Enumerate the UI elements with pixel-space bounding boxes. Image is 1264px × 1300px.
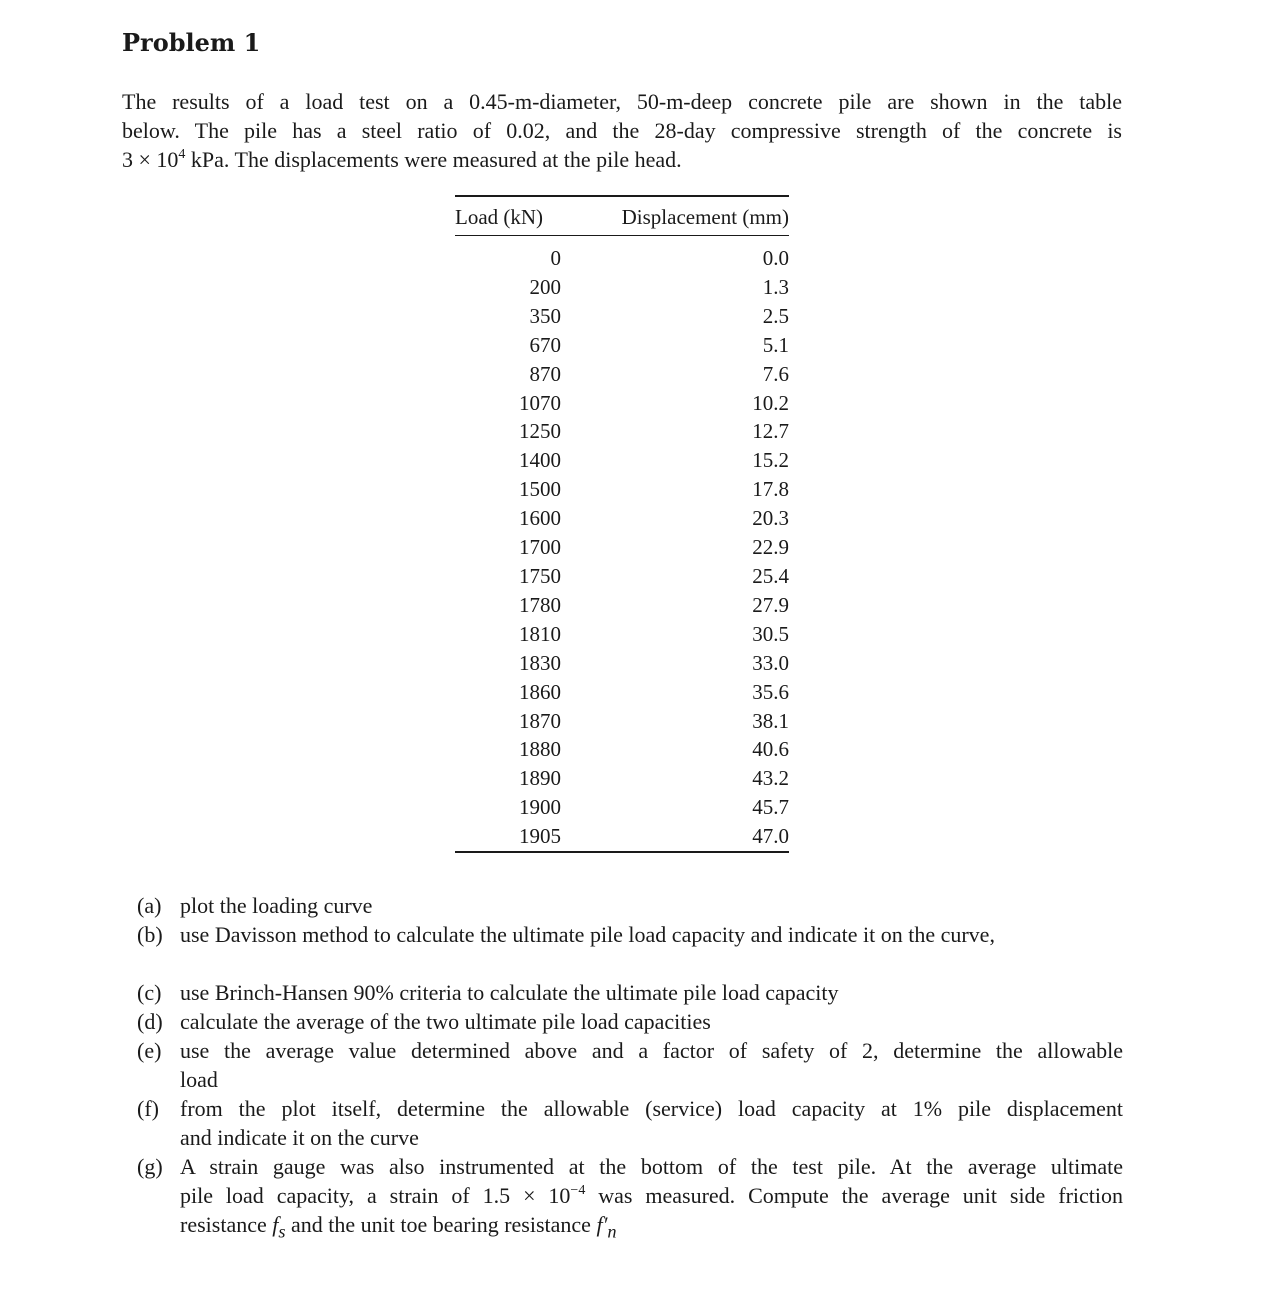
load-cell: 1750: [519, 563, 561, 588]
question-c: [137, 978, 1123, 1007]
question-d: [137, 1007, 1123, 1036]
fs-letter: f: [272, 1212, 279, 1237]
question-text: plot the loading curve: [180, 893, 373, 918]
table-row: [455, 735, 789, 764]
load-cell: 1880: [519, 737, 561, 762]
question-text: use Davisson method to calculate the ultimate pile load capacity and indicate it on the curve,: [180, 922, 995, 947]
fn-symbol: [596, 1212, 617, 1242]
displacement-cell: 30.5: [752, 621, 789, 646]
table-row: [455, 302, 789, 331]
blank-line: [137, 949, 1123, 978]
question-label: (g): [137, 1154, 163, 1179]
load-cell: 1070: [519, 390, 561, 415]
load-test-table-container: [455, 195, 789, 853]
question-text: [180, 1094, 1123, 1152]
question-text-line: [180, 1210, 1123, 1246]
question-g: [137, 1152, 1123, 1246]
table-header-row: [455, 196, 789, 236]
displacement-cell: 35.6: [752, 679, 789, 704]
table-row: [455, 764, 789, 793]
question-text: calculate the average of the two ultimate pile load capacities: [180, 1009, 711, 1034]
table-row: [455, 389, 789, 418]
table-row: [455, 822, 789, 852]
table-row: [455, 475, 789, 504]
strength-base: 3 × 10: [122, 147, 179, 172]
question-text-line: use the average value determined above and a factor of safety of 2, determine the allowable: [180, 1038, 1123, 1063]
fn-letter: f: [596, 1212, 603, 1237]
displacement-cell: 12.7: [752, 419, 789, 444]
resistance-text-mid: and the unit toe bearing resistance: [285, 1212, 597, 1237]
displacement-cell: 38.1: [752, 708, 789, 733]
load-cell: 870: [529, 361, 561, 386]
question-label: (d): [137, 1009, 163, 1034]
fs-subscript: s: [278, 1221, 286, 1242]
table-row: [455, 591, 789, 620]
displacement-cell: 40.6: [752, 737, 789, 762]
table-row: [455, 417, 789, 446]
table-row: [455, 562, 789, 591]
question-text-line: A strain gauge was also instrumented at the bottom of the test pile. At the average ultimate: [180, 1154, 1123, 1179]
load-cell: 1700: [519, 535, 561, 560]
displacement-cell: 15.2: [752, 448, 789, 473]
question-list: [137, 891, 1123, 1246]
table-body: [455, 236, 789, 853]
column-header-displacement: Displacement (mm): [573, 196, 789, 236]
displacement-cell: 45.7: [752, 795, 789, 820]
problem-title: Problem 1: [122, 28, 261, 57]
displacement-cell: 1.3: [762, 274, 789, 299]
table-row: [455, 793, 789, 822]
table-row: [455, 446, 789, 475]
displacement-cell: 0.0: [762, 246, 789, 270]
load-cell: 1600: [519, 506, 561, 531]
displacement-cell: 10.2: [752, 390, 789, 415]
displacement-cell: 22.9: [752, 535, 789, 560]
displacement-cell: 33.0: [752, 650, 789, 675]
question-text-line: and indicate it on the curve: [180, 1125, 419, 1150]
table-row: [455, 620, 789, 649]
strength-exponent: 4: [178, 147, 186, 162]
table-row: [455, 236, 789, 273]
load-cell: 1890: [519, 766, 561, 791]
question-text-line: [180, 1181, 1123, 1210]
load-test-table: [455, 195, 789, 853]
load-cell: 1900: [519, 795, 561, 820]
displacement-cell: 20.3: [752, 506, 789, 531]
problem-statement: [122, 87, 1122, 174]
load-cell: 1860: [519, 679, 561, 704]
question-text: [180, 1036, 1123, 1094]
load-cell: 200: [529, 274, 561, 299]
question-f: [137, 1094, 1123, 1152]
displacement-cell: 17.8: [752, 477, 789, 502]
column-header-load: Load (kN): [455, 196, 573, 236]
displacement-cell: 43.2: [752, 766, 789, 791]
fn-subscript: n: [607, 1221, 617, 1242]
load-cell: 670: [529, 332, 561, 357]
displacement-cell: 25.4: [752, 563, 789, 588]
resistance-text: resistance: [180, 1212, 273, 1237]
displacement-cell: 2.5: [762, 303, 789, 328]
table-row: [455, 707, 789, 736]
displacement-cell: 5.1: [762, 332, 789, 357]
load-cell: 1400: [519, 448, 561, 473]
question-text-line: load: [180, 1067, 218, 1092]
table-row: [455, 504, 789, 533]
displacement-cell: 47.0: [752, 824, 789, 849]
load-cell: 1250: [519, 419, 561, 444]
table-row: [455, 678, 789, 707]
load-cell: 1810: [519, 621, 561, 646]
question-label: (e): [137, 1038, 162, 1063]
displacement-cell: 27.9: [752, 592, 789, 617]
question-text-line: from the plot itself, determine the allowable (service) load capacity at 1% pile displacement: [180, 1096, 1123, 1121]
question-label: (b): [137, 922, 163, 947]
load-cell: 350: [529, 303, 561, 328]
load-cell: 1780: [519, 592, 561, 617]
question-text: [180, 1152, 1123, 1246]
table-row: [455, 360, 789, 389]
fn-prime: ′: [602, 1212, 608, 1237]
strain-text-rest: was measured. Compute the average unit side friction: [585, 1183, 1123, 1208]
strain-exponent: −4: [570, 1183, 586, 1198]
displacement-cell: 7.6: [762, 361, 789, 386]
question-label: (c): [137, 980, 162, 1005]
fs-symbol: [272, 1212, 286, 1242]
statement-line-2: below. The pile has a steel ratio of 0.02, and the 28-day compressive strength of the concrete is: [122, 118, 1122, 143]
table-row: [455, 533, 789, 562]
question-a: [137, 891, 1123, 920]
question-text: use Brinch-Hansen 90% criteria to calculate the ultimate pile load capacity: [180, 980, 839, 1005]
statement-line-3-rest: kPa. The displacements were measured at the pile head.: [185, 147, 682, 172]
load-cell: 1870: [519, 708, 561, 733]
load-cell: 1500: [519, 477, 561, 502]
strain-text: pile load capacity, a strain of 1.5 × 10: [180, 1183, 571, 1208]
load-cell: 1830: [519, 650, 561, 675]
question-e: [137, 1036, 1123, 1094]
question-b: [137, 920, 1123, 949]
table-row: [455, 273, 789, 302]
load-cell: 0: [550, 246, 561, 270]
table-row: [455, 331, 789, 360]
statement-line-3: [122, 145, 1122, 174]
question-label: (f): [137, 1096, 159, 1121]
question-label: (a): [137, 893, 162, 918]
load-cell: 1905: [519, 824, 561, 849]
table-row: [455, 649, 789, 678]
statement-line-1: The results of a load test on a 0.45-m-diameter, 50-m-deep concrete pile are shown in the table: [122, 89, 1122, 114]
